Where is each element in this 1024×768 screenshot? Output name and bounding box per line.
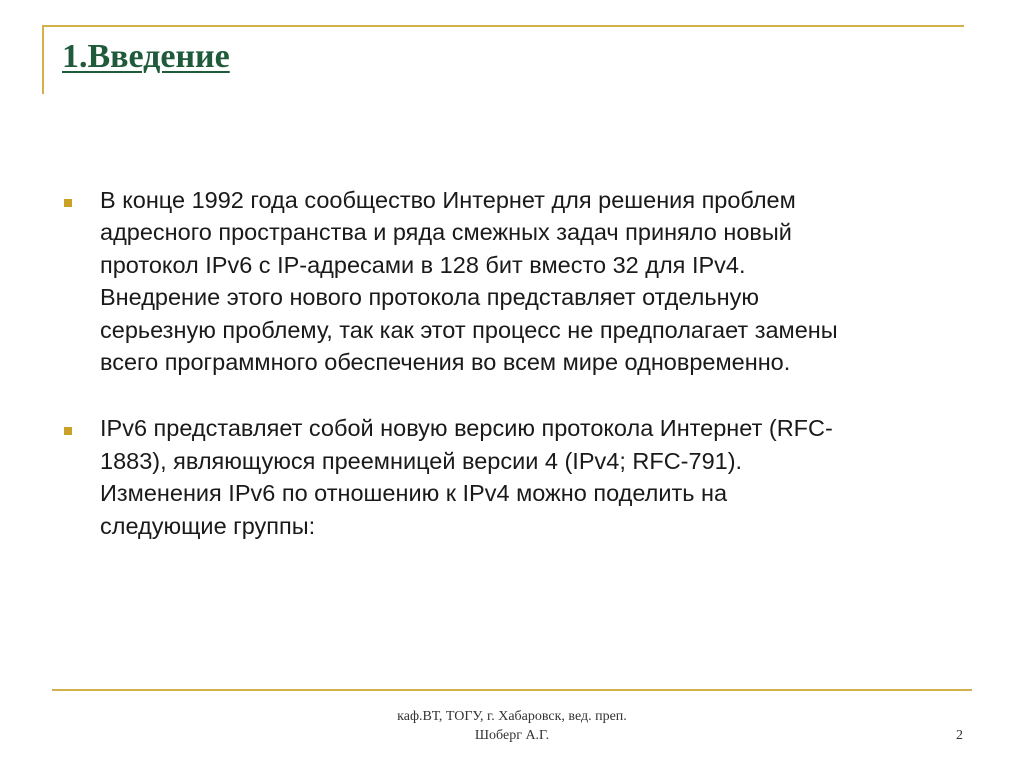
slide-title: 1.Введение	[62, 38, 230, 75]
footer-line-2: Шоберг А.Г.	[474, 728, 550, 743]
bullet-list	[60, 184, 960, 576]
slide-footer	[300, 707, 724, 745]
bullet-text: IPv6 представляет собой новую версию протокола Интернет (RFC- 1883), являющуюся преемницей версии 4 (IPv4; RFC-791). Изменения IPv6 по отношению к IPv4 можно поделить на следующие группы:	[100, 415, 833, 539]
bottom-decorative-rule	[52, 689, 972, 691]
page-number: 2	[956, 728, 963, 743]
bullet-text: В конце 1992 года сообщество Интернет для решения проблем адресного пространства и ряда смежных задач приняло новый протокол IPv6 с IP-адресами в 128 бит вместо 32 для IPv4. Внедрение этого нового протокола представляет отдельную серьезную проблему, так как этот процесс не предполагает замены всего программного обеспечения во всем мире одновременно.	[100, 187, 838, 376]
footer-line-1: каф.ВТ, ТОГУ, г. Хабаровск, вед. преп.	[397, 709, 627, 724]
bullet-item	[60, 412, 960, 542]
left-decorative-rule	[42, 25, 44, 94]
top-decorative-rule	[42, 25, 964, 27]
bullet-item	[60, 184, 960, 378]
square-bullet-icon	[64, 199, 72, 207]
square-bullet-icon	[64, 427, 72, 435]
